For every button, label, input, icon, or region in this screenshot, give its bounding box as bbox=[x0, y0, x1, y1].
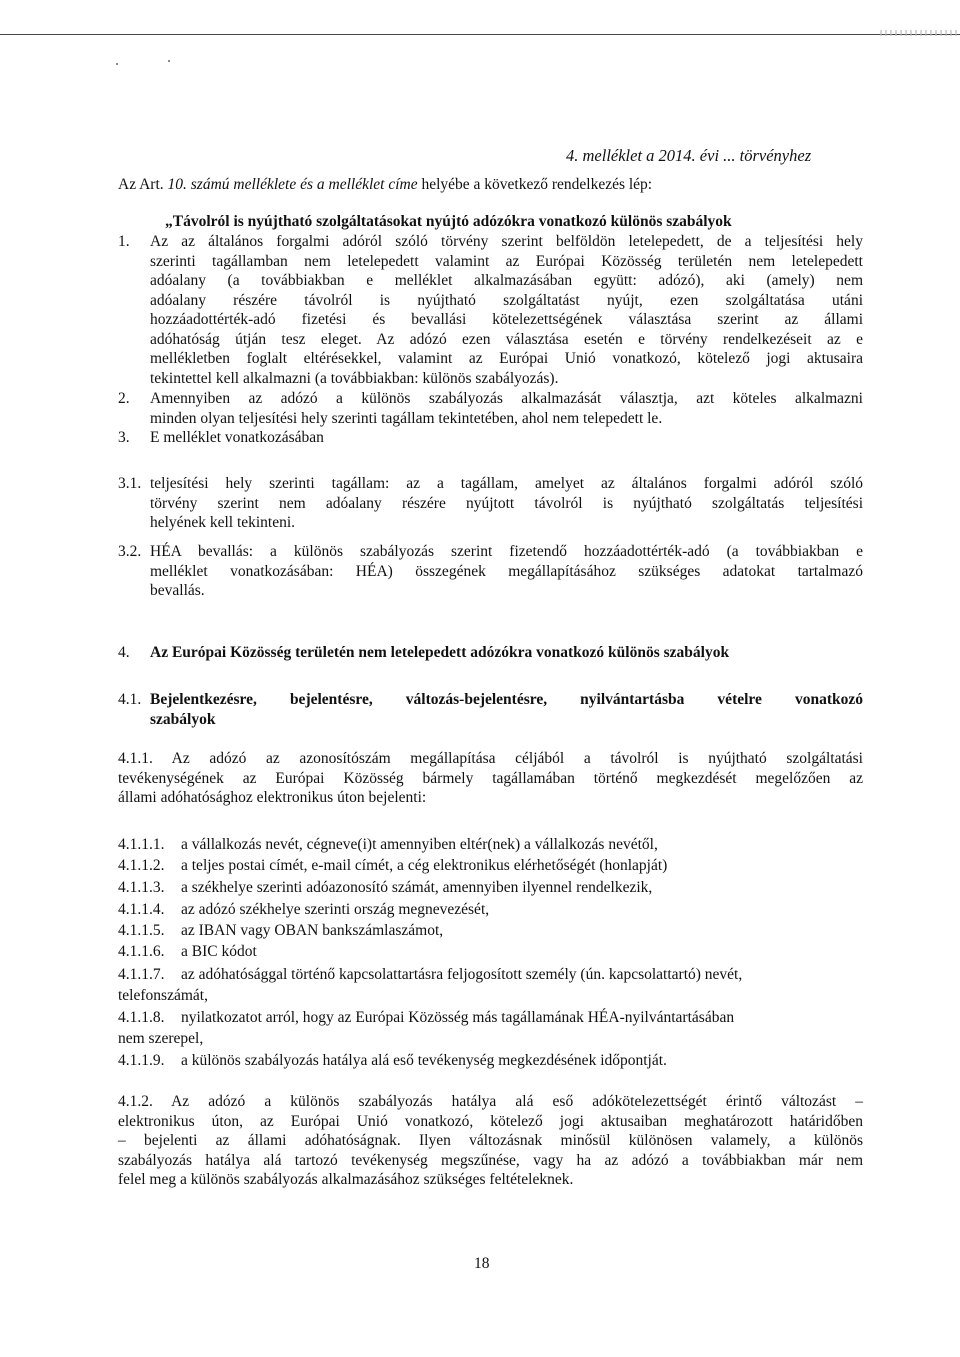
section-4-1-heading bbox=[150, 690, 863, 729]
text-line: helyének kell tekinteni. bbox=[150, 514, 296, 531]
item-text: az adóhatósággal történő kapcsolattartásra feljogosított személy (ún. kapcsolattartó) nevét, bbox=[181, 966, 743, 983]
annex-title: „Távolról is nyújtható szolgáltatásokat nyújtó adózókra vonatkozó különös szabályok bbox=[165, 213, 732, 230]
list-item bbox=[118, 835, 658, 855]
intro-prefix: Az Art. bbox=[118, 176, 168, 193]
list-item bbox=[118, 856, 667, 876]
text-line: teljesítési hely szerinti tagállam: az a tagállam, amelyet az általános forgalmi adóról szóló bbox=[150, 475, 863, 492]
section-1-text bbox=[150, 232, 863, 388]
text-line: szabályok bbox=[150, 710, 216, 728]
scan-artifact bbox=[880, 30, 960, 36]
item-number: 4.1.1.4. bbox=[118, 901, 165, 918]
section-4-number: 4. bbox=[118, 644, 130, 661]
list-item bbox=[118, 965, 742, 985]
text-line: HÉA bevallás: a különös szabályozás szerint fizetendő hozzáadottérték-adó (a továbbiakban e bbox=[150, 543, 863, 560]
page-number: 18 bbox=[474, 1255, 490, 1272]
section-2-text bbox=[150, 389, 863, 428]
item-number: 4.1.1.7. bbox=[118, 966, 165, 983]
list-item bbox=[118, 942, 257, 962]
item-text: a BIC kódot bbox=[181, 943, 257, 960]
text-line: 4.1.2. Az adózó a különös szabályozás hatálya alá eső adókötelezettségét érintő változást – bbox=[118, 1093, 863, 1110]
item-text: az IBAN vagy OBAN bankszámlaszámot, bbox=[181, 922, 444, 939]
scan-speck bbox=[168, 60, 170, 62]
list-item bbox=[118, 1008, 734, 1028]
list-item bbox=[118, 900, 489, 920]
item-number: 4.1.1.9. bbox=[118, 1052, 165, 1069]
list-item-continuation: nem szerepel, bbox=[118, 1030, 204, 1047]
item-number: 4.1.1.1. bbox=[118, 836, 165, 853]
section-3-text: E melléklet vonatkozásában bbox=[150, 429, 324, 446]
text-line: tevékenységének az Európai Közösség bármely tagállamában történő megkezdését megelőzően az bbox=[118, 769, 863, 787]
text-line: Bejelentkezésre, bejelentésre, változás-bejelentésre, nyilvántartásba vételre vonatkozó bbox=[150, 691, 863, 708]
text-line: törvény szerint nem adóalany részére nyújtott távolról is nyújtható szolgáltatás teljesítési bbox=[150, 494, 863, 512]
text-line: szabályozás hatálya alá tartozó tevékenység megszűnése, vagy ha az adózó a továbbiakban már nem bbox=[118, 1151, 863, 1169]
item-number: 4.1.1.6. bbox=[118, 943, 165, 960]
list-item bbox=[118, 1051, 667, 1071]
item-text: az adózó székhelye szerinti ország megnevezését, bbox=[181, 901, 490, 918]
section-3-2-text bbox=[150, 542, 863, 601]
intro-line bbox=[118, 175, 652, 195]
section-3-1-text bbox=[150, 474, 863, 533]
section-4-1-2-text bbox=[118, 1092, 863, 1190]
text-line: tekintettel kell alkalmazni (a továbbiakban: különös szabályozás). bbox=[150, 369, 559, 387]
text-line: melléklet vonatkozásában: HÉA) összegének megállapításához szükséges adatokat tartalmazó bbox=[150, 562, 863, 580]
text-line: adóalany (a továbbiakban e melléklet alkalmazásában együtt: adózó), aki (amely) nem bbox=[150, 272, 863, 289]
item-text: a székhelye szerinti adóazonosító számát, amennyiben ilyennel rendelkezik, bbox=[181, 879, 653, 896]
item-text: a különös szabályozás hatálya alá eső tevékenység megkezdésének időpontját. bbox=[181, 1052, 667, 1069]
text-line: állami adóhatósághoz elektronikus úton bejelenti: bbox=[118, 789, 427, 806]
list-item bbox=[118, 921, 443, 941]
item-text: a vállalkozás nevét, cégneve(i)t amennyiben eltér(nek) a vállalkozás nevétől, bbox=[181, 836, 658, 853]
section-3-2-number: 3.2. bbox=[118, 543, 142, 560]
text-line: minden olyan teljesítési hely szerinti tagállam tekintetében, ahol nem telepedett le. bbox=[150, 409, 663, 427]
top-scan-rule bbox=[0, 34, 960, 35]
text-line: – bejelenti az állami adóhatóságnak. Ilyen változásnak minősül különösen valamely, a különös bbox=[118, 1132, 863, 1149]
text-line: 4.1.1. Az adózó az azonosítószám megállapítása céljából a távolról is nyújtható szolgáltatási bbox=[118, 750, 863, 767]
scan-speck bbox=[116, 63, 118, 65]
text-line: adóalany részére távolról is nyújtható szolgáltatást nyújt, ezen szolgáltatása utáni bbox=[150, 291, 863, 309]
item-number: 4.1.1.3. bbox=[118, 879, 165, 896]
section-2-number: 2. bbox=[118, 390, 130, 407]
item-text: nyilatkozatot arról, hogy az Európai Közösség más tagállamának HÉA-nyilvántartásában bbox=[181, 1009, 735, 1026]
section-4-1-number: 4.1. bbox=[118, 691, 142, 708]
item-number: 4.1.1.2. bbox=[118, 857, 165, 874]
section-3-1-number: 3.1. bbox=[118, 475, 142, 492]
list-item-continuation: telefonszámát, bbox=[118, 987, 208, 1004]
text-line: Amennyiben az adózó a különös szabályozás alkalmazását választja, azt köteles alkalmazni bbox=[150, 390, 863, 407]
text-line: Az az általános forgalmi adóról szóló törvény szerint belföldön letelepedett, de a teljesítési hely bbox=[150, 233, 863, 250]
text-line: elektronikus úton, az Európai Unió vonatkozó, kötelező jogi aktusaiban meghatározott határidőben bbox=[118, 1112, 863, 1130]
intro-suffix: helyébe a következő rendelkezés lép: bbox=[417, 176, 653, 193]
item-number: 4.1.1.5. bbox=[118, 922, 165, 939]
item-text: a teljes postai címét, e-mail címét, a cég elektronikus elérhetőségét (honlapját) bbox=[181, 857, 668, 874]
section-3-number: 3. bbox=[118, 429, 130, 446]
text-line: bevallás. bbox=[150, 582, 205, 599]
list-item bbox=[118, 878, 652, 898]
text-line: adóhatóság útján tesz eleget. Az adózó ezen választása esetén e törvény rendelkezéseit az e bbox=[150, 330, 863, 348]
text-line: mellékletben foglalt eltérésekkel, valamint az Európai Unió vonatkozó, kötelező jogi aktusaira bbox=[150, 350, 863, 367]
annex-reference: 4. melléklet a 2014. évi ... törvényhez bbox=[566, 146, 812, 165]
section-4-1-1-text bbox=[118, 749, 863, 808]
text-line: felel meg a különös szabályozás alkalmazásához szükséges feltételeknek. bbox=[118, 1171, 574, 1188]
section-4-heading: Az Európai Közösség területén nem letelepedett adózókra vonatkozó különös szabályok bbox=[150, 644, 730, 661]
section-1-number: 1. bbox=[118, 233, 130, 250]
intro-italic: 10. számú melléklete és a melléklet címe bbox=[167, 176, 418, 193]
text-line: szerinti tagállamban nem letelepedett valamint az Európai Közösség területén nem letelepedett bbox=[150, 252, 863, 270]
item-number: 4.1.1.8. bbox=[118, 1009, 165, 1026]
text-line: hozzáadottérték-adó fizetési és bevallási kötelezettségének választása szerint az állami bbox=[150, 311, 863, 328]
